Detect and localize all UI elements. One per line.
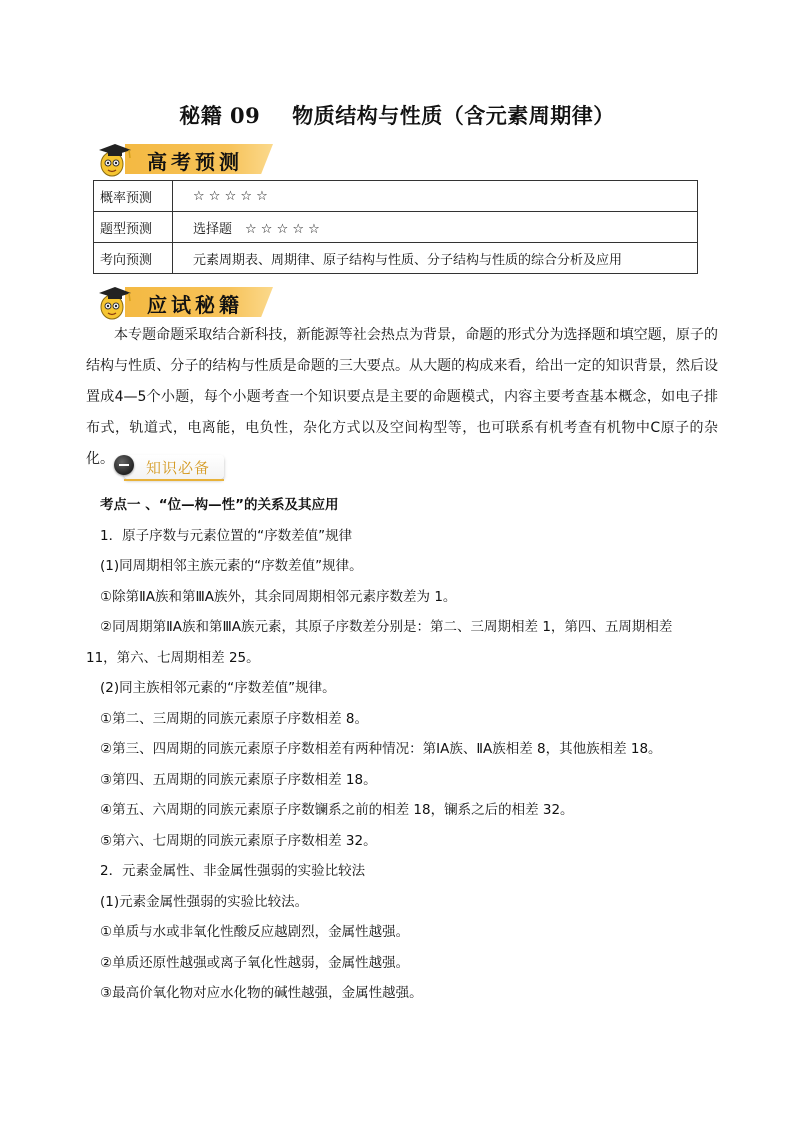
row-key: 概率预测 (94, 181, 173, 212)
banner-label: 应试秘籍 (147, 293, 243, 317)
mascot-icon (95, 283, 135, 323)
forecast-table (93, 180, 698, 274)
row-value: 元素周期表、周期律、原子结构与性质、分子结构与性质的综合分析及应用 (173, 243, 698, 274)
banner-forecast (95, 140, 280, 176)
content-line: ③最高价氧化物对应水化物的碱性越强，金属性越强。 (100, 985, 423, 1001)
content-line: 1．原子序数与元素位置的“序数差值”规律 (100, 527, 353, 544)
content-line: ④第五、六周期的同族元素原子序数镧系之前的相差 18，镧系之后的相差 32。 (100, 802, 574, 818)
content-line: ②单质还原性越强或离子氧化性越弱，金属性越强。 (100, 954, 410, 971)
content-line: (2)同主族相邻元素的“序数差值”规律。 (100, 680, 336, 696)
row-value: 选择题 ☆ ☆ ☆ ☆ ☆ (173, 212, 698, 243)
page-title (0, 100, 794, 130)
content-line: ⑤第六、七周期的同族元素原子序数相差 32。 (100, 832, 377, 849)
content-line: (1)元素金属性强弱的实验比较法。 (100, 893, 309, 910)
title-text: 物质结构与性质（含元素周期律） (292, 103, 615, 128)
row-value: ☆ ☆ ☆ ☆ ☆ (173, 181, 698, 212)
content-line: ③第四、五周期的同族元素原子序数相差 18。 (100, 771, 377, 788)
row-key: 考向预测 (94, 243, 173, 274)
content-line: 2．元素金属性、非金属性强弱的实验比较法 (100, 863, 366, 879)
table-row (94, 243, 698, 274)
row-key: 题型预测 (94, 212, 173, 243)
table-row (94, 181, 698, 212)
knowledge-content (86, 490, 740, 1009)
section-underline (124, 479, 224, 481)
mascot-icon (95, 140, 135, 180)
content-line: ②第三、四周期的同族元素原子序数相差有两种情况：第ⅠA族、ⅡA族相差 8，其他族相差 18。 (100, 741, 662, 757)
content-line: ①单质与水或非氧化性酸反应越剧烈，金属性越强。 (100, 924, 410, 940)
content-line: ①除第ⅡA族和第ⅢA族外，其余同周期相邻元素序数差为 1。 (100, 588, 457, 605)
content-line: (1)同周期相邻主族元素的“序数差值”规律。 (100, 558, 363, 574)
section-label: 知识必备 (146, 459, 211, 477)
banner-tips (95, 283, 280, 319)
minus-circle-icon (114, 455, 134, 475)
title-number: 秘籍 09 (179, 103, 261, 128)
banner-label: 高考预测 (147, 150, 243, 174)
content-line: 11，第六、七周期相差 25。 (86, 649, 260, 666)
content-line: ②同周期第ⅡA族和第ⅢA族元素，其原子序数差分别是：第二、三周期相差 1，第四、五周期相差 (100, 619, 673, 635)
section-knowledge (110, 449, 230, 483)
content-line: ①第二、三周期的同族元素原子序数相差 8。 (100, 710, 368, 727)
intro-paragraph: 本专题命题采取结合新科技，新能源等社会热点为背景，命题的形式分为选择题和填空题，原子的结构与性质、分子的结构与性质是命题的三大要点。从大题的构成来看，给出一定的知识背景，然后设置成4—5个小题，每个小题考查一个知识要点是主要的命题模式，内容主要考查基本概念，如电子排布式，轨道式，电离能，电负性，杂化方式以及空间构型等，也可联系有机考查有机物中C原子的杂化。 (86, 327, 718, 467)
topic-heading: 考点一 、“位—构—性”的关系及其应用 (100, 497, 339, 513)
table-row (94, 212, 698, 243)
